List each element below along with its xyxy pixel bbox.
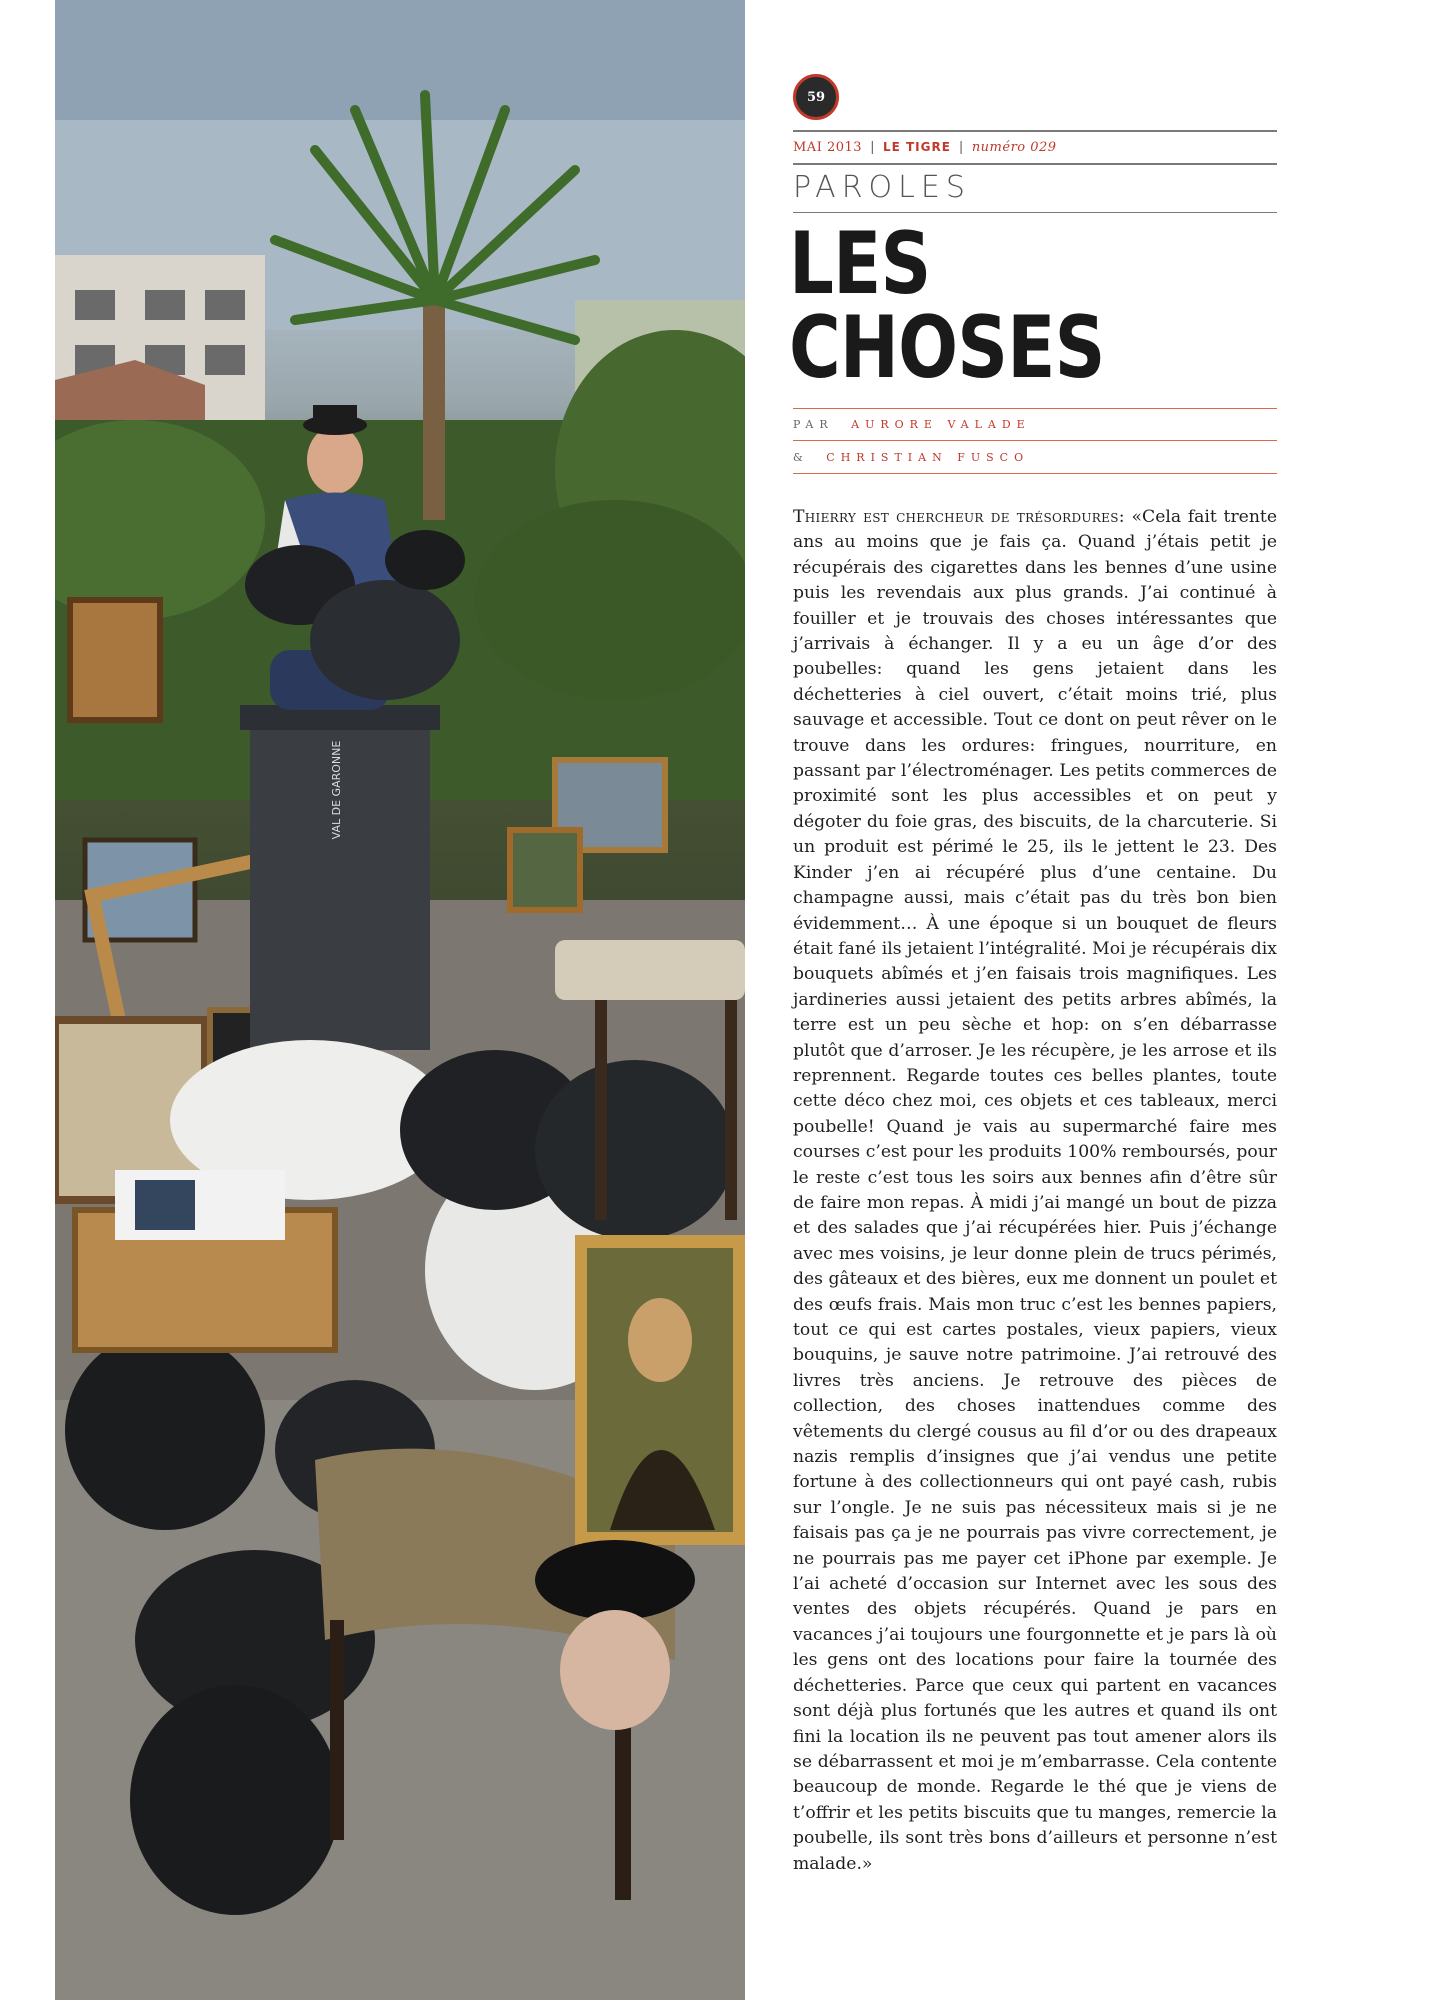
magazine-name: LE TIGRE — [882, 140, 951, 154]
meta-separator: | — [870, 139, 875, 155]
ampersand: & — [793, 451, 809, 464]
byline-2 — [793, 451, 1029, 464]
byline-1 — [793, 418, 1031, 431]
title-line-2: CHOSES — [789, 298, 1105, 399]
article-body — [793, 505, 1277, 1877]
by-label: PAR — [793, 418, 834, 431]
divider — [793, 440, 1277, 441]
page-number-badge — [793, 74, 839, 120]
meta-separator: | — [958, 139, 964, 155]
issue-meta — [793, 136, 1277, 158]
page-number: 59 — [806, 89, 826, 105]
article-text: «Cela fait trente ans au moins que je fais ça. Quand j’étais petit je récupérais des cigarettes dans les bennes d’une usine puis les revendais aux plus grands. J’ai continué à fouiller et je trouvais des choses intéressantes que j’arrivais à échanger. Il y a eu un âge d’or des poubelles: quand les gens jetaient dans les déchetteries à ciel ouvert, c’était moins trié, plus sauvage et accessible. Tout ce dont on peut rêver on le trouve dans les ordures: fringues, nourriture, en passant par l’électroménager. Les petits commerces de proximité sont les plus accessibles et on peut y dégoter du foie gras, des biscuits, de la charcuterie. Si un produit est périmé le 25, ils le jettent le 23. Des Kinder j’en ai récupéré plus d’une centaine. Du champagne aussi, mais c’était pas du très bon bien évidemment… À une époque si un bouquet de fleurs était fané ils jetaient l’intégralité. Moi je récupérais dix bouquets abîmés et j’en faisais trois magnifiques. Les jardineries aussi jetaient des petits arbres abîmés, la terre est un peu sèche et hop: on s’en débarrasse plutôt que d’arroser. Je les récupère, je les arrose et ils reprennent. Regarde toutes ces belles plantes, toute cette déco chez moi, ces objets et ces tableaux, merci poubelle! Quand je vais au supermarché faire mes courses c’est pour les produits 100% remboursés, pour le reste c’est tous les soirs aux bennes afin d’être sûr de faire mon repas. À midi j’ai mangé un bout de pizza et des salades que j’ai récupérées hier. Puis j’échange avec mes voisins, je leur donne plein de trucs périmés, des gâteaux et des bières, eux me donnent un poulet et des œufs frais. Mais mon truc c’est les bennes papiers, tout ce qui est cartes postales, vieux papiers, vieux bouquins, je sauve notre patrimoine. J’ai retrouvé des livres très anciens. Je retrouve des pièces de collection, des choses inattendues comme des vêtements du clergé cousus au fil d’or ou des drapeaux nazis remplis d’insignes que j’ai vendus une petite fortune à des collectionneurs qui ont payé cash, rubis sur l’ongle. Je ne suis pas nécessiteux mais si je ne faisais pas ça je ne pourrais pas vivre correctement, je ne pourrais pas me payer cet iPhone par exemple. Je l’ai acheté d’occasion sur Internet avec les sous des ventes des objets récupérés. Quand je pars en vacances j’ai toujours une fourgonnette et je pars là où les gens ont des locations pour faire la tournée des déchetteries. Parce que ceux qui partent en vacances sont déjà plus fortunés que les autres et quand ils ont fini la location ils ne peuvent pas tout amener alors ils se débarrassent et moi je m’embarrasse. Cela contente beaucoup de monde. Regarde le thé que je viens de t’offrir et les petits biscuits que tu manges, remercie la poubelle, ils sont très bons d’ailleurs et personne n’est malade.» — [793, 507, 1277, 1874]
mona-lisa-painting — [575, 1235, 745, 1545]
author-2: CHRISTIAN FUSCO — [826, 451, 1030, 464]
issue-date: MAI 2013 — [793, 139, 863, 155]
author-1: AURORE VALADE — [851, 418, 1031, 431]
section-title: PAROLES — [793, 170, 971, 205]
trash-bin — [240, 705, 440, 1050]
divider — [793, 163, 1277, 165]
divider — [793, 130, 1277, 132]
divider — [793, 212, 1277, 213]
bin-label: VAL DE GARONNE — [330, 740, 343, 840]
divider — [793, 473, 1277, 474]
issue-number: numéro 029 — [971, 139, 1057, 155]
article-title — [789, 214, 1105, 399]
title-line-1: LES — [789, 214, 931, 314]
cover-photo — [55, 0, 745, 2000]
divider — [793, 408, 1277, 409]
photo-illustration — [55, 0, 745, 2000]
article-lead: Thierry est chercheur de trésordures: — [793, 507, 1125, 527]
